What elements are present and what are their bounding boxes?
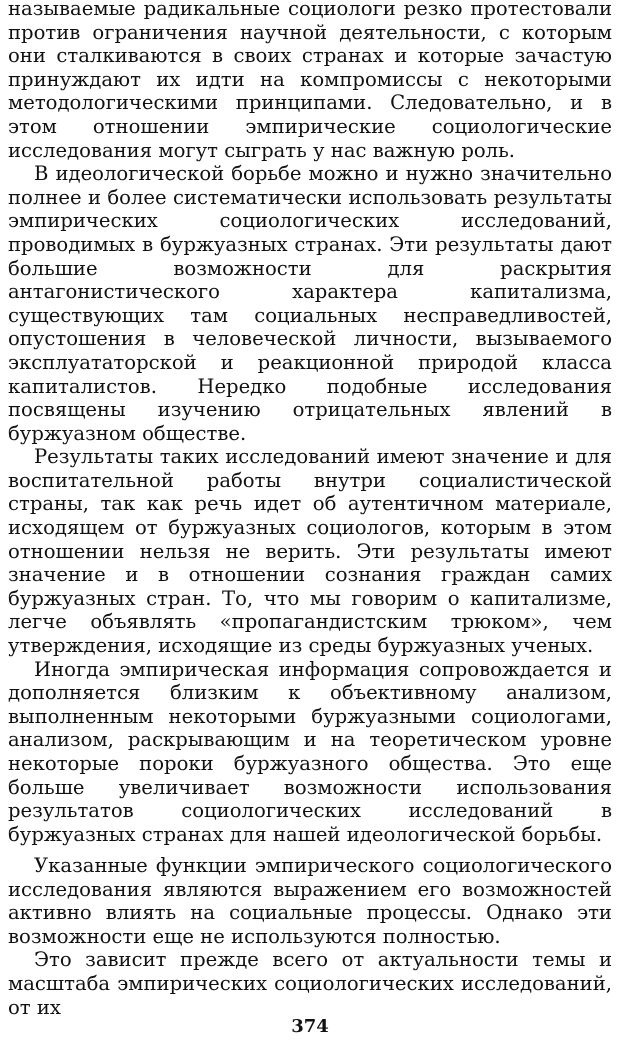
paragraph: Это зависит прежде всего от актуальности темы и масштаба эмпирических социологических исследований, от их xyxy=(8,948,612,1019)
text-block-upper xyxy=(8,0,612,846)
paragraph: называемые радикальные социологи резко протестовали против ограничения научной деятельности, с которым они сталкиваются в своих странах и которые зачастую принуждают их идти на компромиссы с некоторыми методологическими принципами. Следовательно, и в этом отношении эмпирические социологические исследования могут сыграть у нас важную роль. xyxy=(8,0,612,162)
paragraph: Результаты таких исследований имеют значение и для воспитательной работы внутри социалистической страны, так как речь идет об аутентичном материале, исходящем от буржуазных социологов, которым в этом отношении нельзя не верить. Эти результаты имеют значение и в отношении сознания граждан самих буржуазных стран. То, что мы говорим о капитализме, легче объявлять «пропагандистским трюком», чем утверждения, исходящие из среды буржуазных ученых. xyxy=(8,445,612,658)
paragraph: В идеологической борьбе можно и нужно значительно полнее и более систематически использовать результаты эмпирических социологических исследований, проводимых в буржуазных странах. Эти результаты дают большие возможности для раскрытия антагонистического характера капитализма, существующих там социальных несправедливостей, опустошения в человеческой личности, вызываемого эксплуататорской и реакционной природой класса капиталистов. Нередко подобные исследования посвящены изучению отрицательных явлений в буржуазном обществе. xyxy=(8,162,612,445)
page-number: 374 xyxy=(291,1016,329,1037)
paragraph: Иногда эмпирическая информация сопровождается и дополняется близким к объективному анализом, выполненным некоторыми буржуазными социологами, анализом, раскрывающим и на теоретическом уровне некоторые пороки буржуазного общества. Это еще больше увеличивает возможности использования результатов социологических исследований в буржуазных странах для нашей идеологической борьбы. xyxy=(8,657,612,846)
paragraph: Указанные функции эмпирического социологического исследования являются выражением его возможностей активно влиять на социальные процессы. Однако эти возможности еще не используются полностью. xyxy=(8,854,612,948)
text-block-lower xyxy=(8,854,612,1019)
